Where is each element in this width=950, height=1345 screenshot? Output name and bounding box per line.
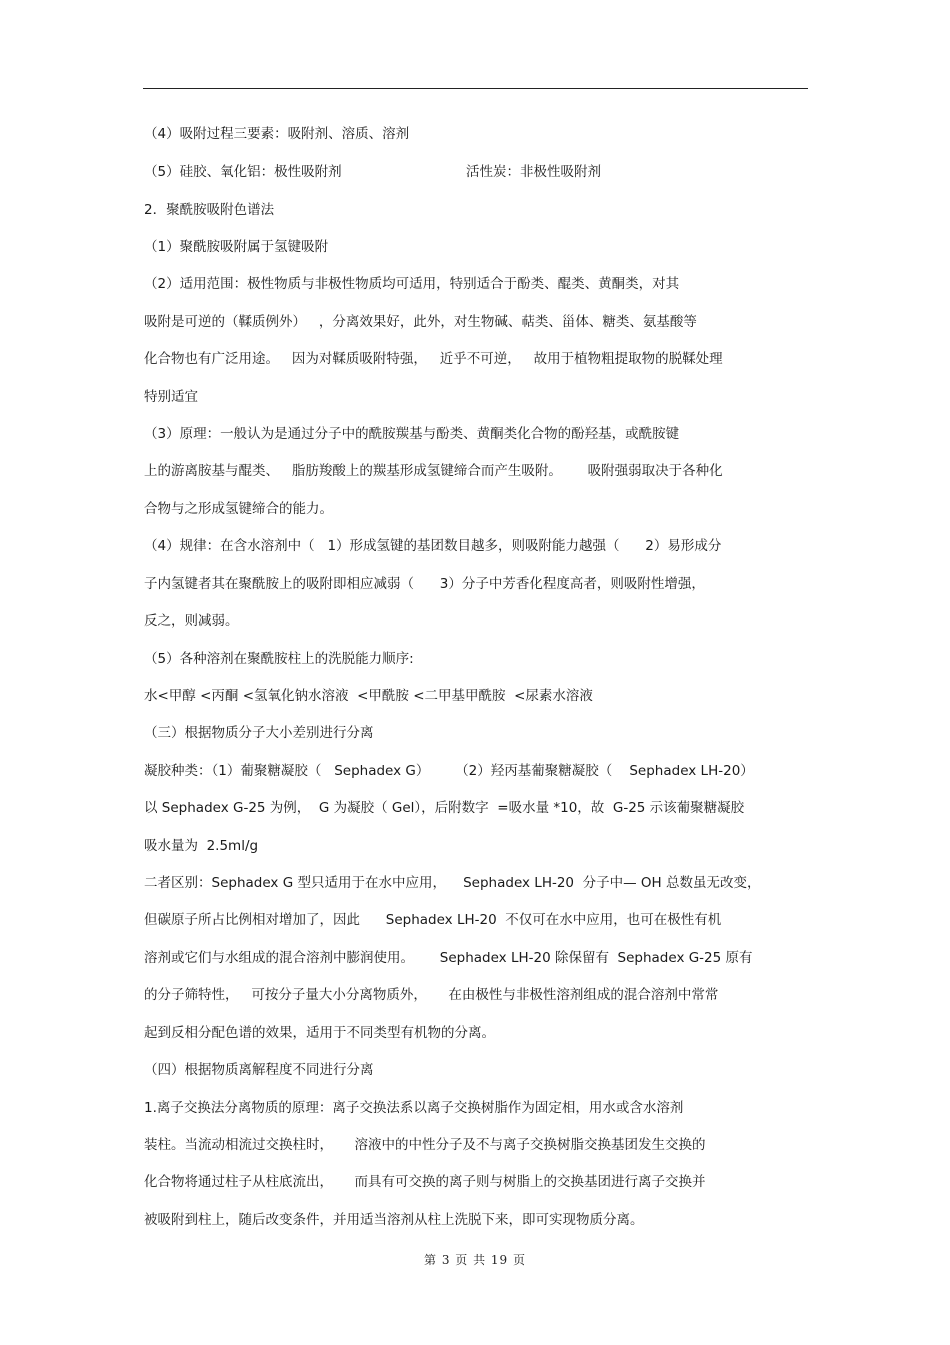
text-line: 水<甲醇 <丙酮 <氢氧化钠水溶液 <甲酰胺 <二甲基甲酰胺 <尿素水溶液 [144, 688, 593, 704]
text-line: 装柱。当流动相流过交换柱时， 溶液中的中性分子及不与离子交换树脂交换基团发生交换的 [144, 1137, 706, 1153]
text-line: 化合物将通过柱子从柱底流出， 而具有可交换的离子则与树脂上的交换基团进行离子交换并 [144, 1174, 706, 1190]
text-line: 二者区别：Sephadex G 型只适用于在水中应用， Sephadex LH-20 分子中— OH 总数虽无改变， [144, 875, 761, 891]
text-line: 反之，则减弱。 [144, 613, 239, 629]
text-line: 吸附是可逆的（鞣质例外） ，分离效果好，此外，对生物碱、萜类、甾体、糖类、氨基酸等 [144, 314, 697, 330]
text-line: 上的游离胺基与醌类、 脂肪羧酸上的羰基形成氢键缔合而产生吸附。 吸附强弱取决于各种化 [144, 463, 723, 479]
text-line: （3）原理：一般认为是通过分子中的酰胺羰基与酚类、黄酮类化合物的酚羟基，或酰胺键 [144, 426, 680, 442]
text-line: 的分子筛特性， 可按分子量大小分离物质外， 在由极性与非极性溶剂组成的混合溶剂中常常 [144, 987, 719, 1003]
text-line: （1）聚酰胺吸附属于氢键吸附 [144, 239, 329, 255]
text-line: 特别适宜 [144, 389, 198, 405]
section-heading: （四）根据物质离解程度不同进行分离 [144, 1062, 374, 1078]
text-line: （5）各种溶剂在聚酰胺柱上的洗脱能力顺序: [144, 651, 414, 667]
text-line: 溶剂或它们与水组成的混合溶剂中膨润使用。 Sephadex LH-20 除保留有 Sephadex G-25 原有 [144, 950, 753, 966]
text-line: （5）硅胶、氧化铝：极性吸附剂 活性炭：非极性吸附剂 [144, 164, 602, 180]
text-line: 以 Sephadex G-25 为例， G 为凝胶（ Gel），后附数字 =吸水量 *10，故 G-25 示该葡聚糖凝胶 [144, 800, 745, 816]
text-line: 合物与之形成氢键缔合的能力。 [144, 501, 333, 517]
text-line: （4）吸附过程三要素：吸附剂、溶质、溶剂 [144, 126, 410, 142]
section-heading: 2．聚酰胺吸附色谱法 [144, 202, 275, 218]
text-line: 吸水量为 2.5ml/g [144, 838, 259, 854]
text-line: （4）规律：在含水溶剂中（ 1）形成氢键的基团数目越多，则吸附能力越强（ 2）易形成分 [144, 538, 722, 554]
section-heading: （三）根据物质分子大小差别进行分离 [144, 725, 374, 741]
text-line: 1.离子交换法分离物质的原理：离子交换法系以离子交换树脂作为固定相，用水或含水溶剂 [144, 1100, 684, 1116]
text-line: 起到反相分配色谱的效果，适用于不同类型有机物的分离。 [144, 1025, 495, 1041]
text-line: 子内氢键者其在聚酰胺上的吸附即相应减弱（ 3）分子中芳香化程度高者，则吸附性增强， [144, 576, 705, 592]
text-line: 凝胶种类：（1）葡聚糖凝胶（ Sephadex G） （2）羟丙基葡聚糖凝胶（ Sephadex LH-20） [144, 763, 754, 779]
text-line: 化合物也有广泛用途。 因为对鞣质吸附特强， 近乎不可逆， 故用于植物粗提取物的脱鞣处理 [144, 351, 723, 367]
text-line: 但碳原子所占比例相对增加了，因此 Sephadex LH-20 不仅可在水中应用，也可在极性有机 [144, 912, 722, 928]
text-line: （2）适用范围：极性物质与非极性物质均可适用，特别适合于酚类、醌类、黄酮类，对其 [144, 276, 680, 292]
header-rule [143, 88, 808, 89]
page-footer: 第 3 页 共 19 页 [424, 1253, 526, 1267]
text-line: 被吸附到柱上，随后改变条件，并用适当溶剂从柱上洗脱下来，即可实现物质分离。 [144, 1212, 644, 1228]
